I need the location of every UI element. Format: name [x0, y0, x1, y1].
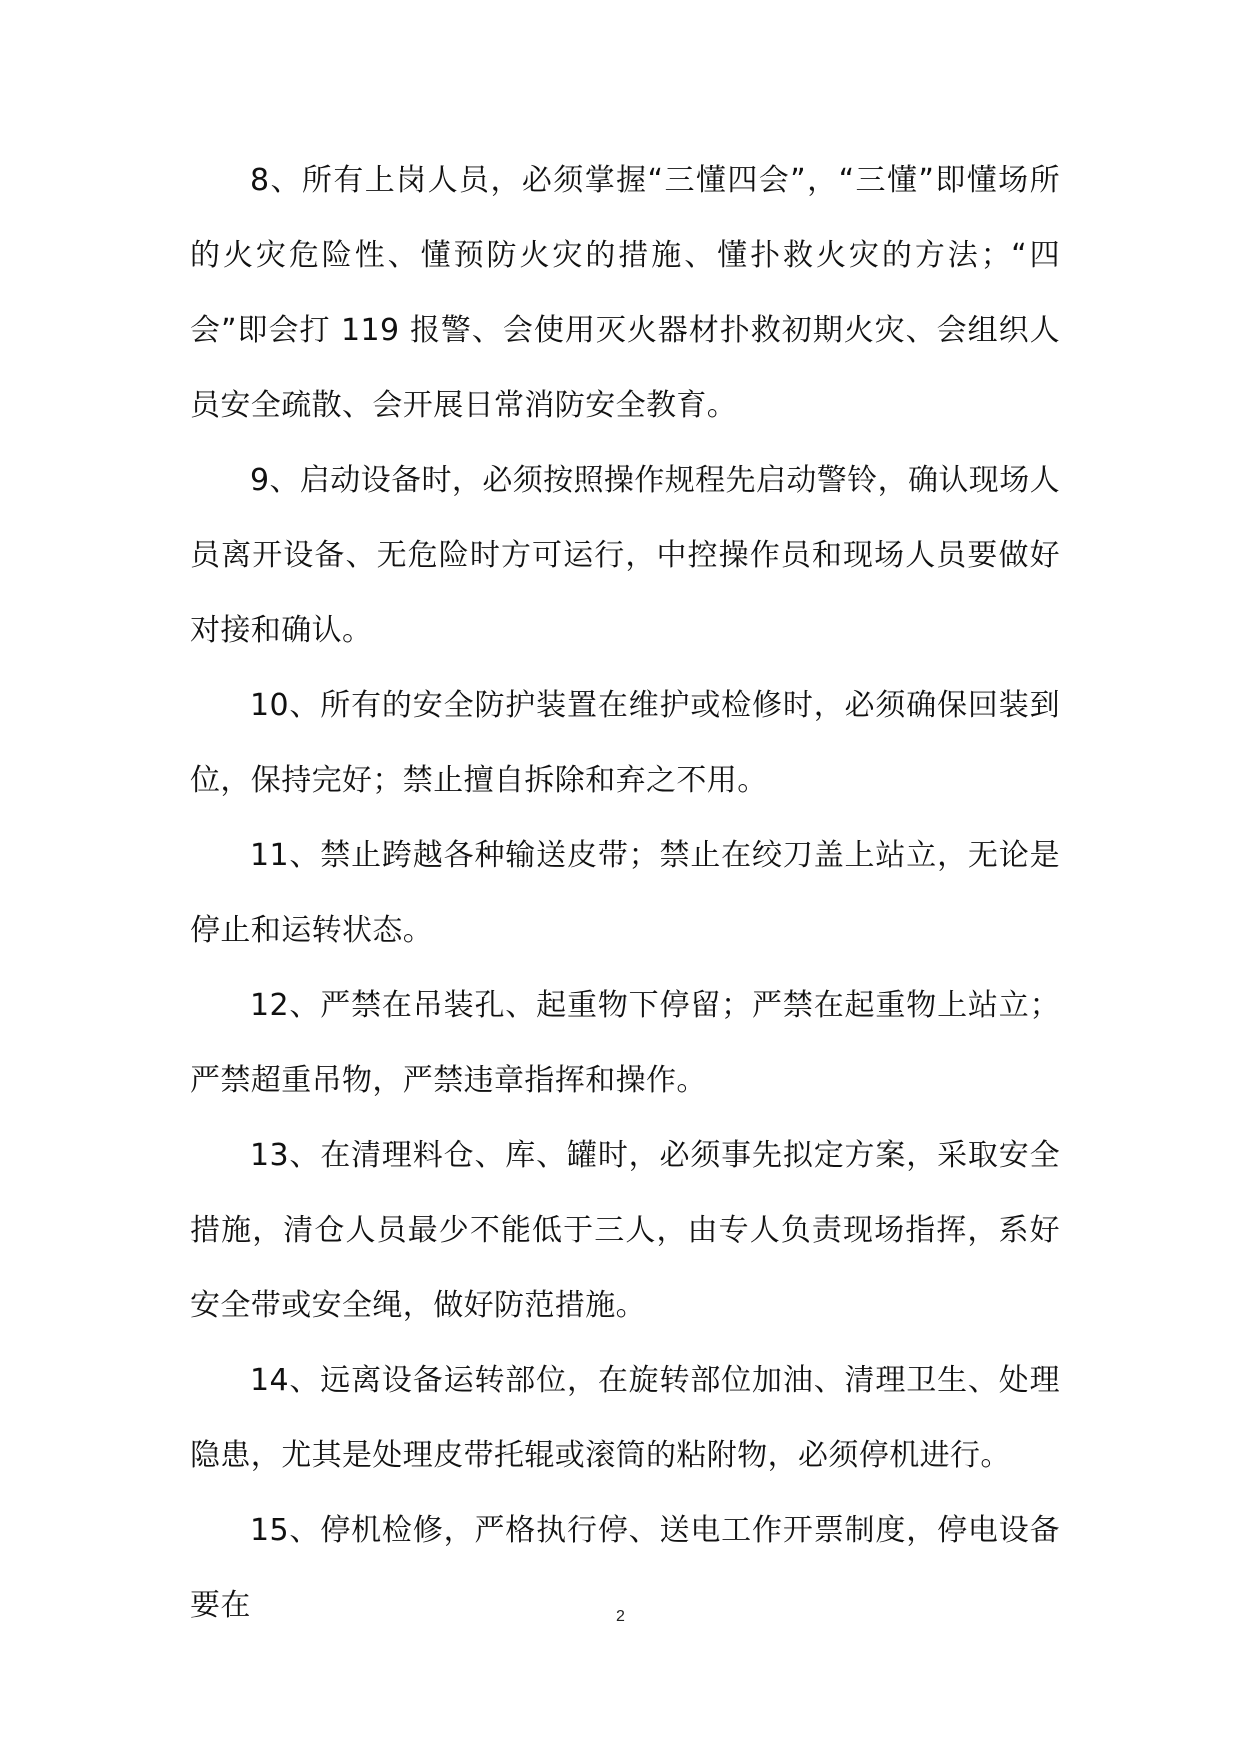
paragraph-item-11: 11、禁止跨越各种输送皮带；禁止在绞刀盖上站立，无论是停止和运转状态。 — [190, 838, 1060, 948]
paragraph-item-10: 10、所有的安全防护装置在维护或检修时，必须确保回装到位，保持完好；禁止擅自拆除和弃之不用。 — [190, 688, 1060, 798]
paragraph-item-9: 9、启动设备时，必须按照操作规程先启动警铃，确认现场人员离开设备、无危险时方可运行，中控操作员和现场人员要做好对接和确认。 — [190, 463, 1060, 648]
paragraph-item-8: 8、所有上岗人员，必须掌握“三懂四会”，“三懂”即懂场所的火灾危险性、懂预防火灾的措施、懂扑救火灾的方法；“四会”即会打 119 报警、会使用灭火器材扑救初期火灾、会组织人员安全疏散、会开展日常消防安全教育。 — [190, 163, 1060, 423]
paragraph-item-15: 15、停机检修，严格执行停、送电工作开票制度，停电设备要在 — [190, 1513, 1060, 1623]
paragraph-item-14: 14、远离设备运转部位，在旋转部位加油、清理卫生、处理隐患，尤其是处理皮带托辊或滚筒的粘附物，必须停机进行。 — [190, 1363, 1060, 1473]
document-body — [190, 143, 1060, 1643]
paragraph-item-13: 13、在清理料仓、库、罐时，必须事先拟定方案，采取安全措施，清仓人员最少不能低于三人，由专人负责现场指挥，系好安全带或安全绳，做好防范措施。 — [190, 1138, 1060, 1323]
page-number: 2 — [616, 1608, 625, 1625]
paragraph-item-12: 12、严禁在吊装孔、起重物下停留；严禁在起重物上站立；严禁超重吊物，严禁违章指挥和操作。 — [190, 988, 1060, 1098]
